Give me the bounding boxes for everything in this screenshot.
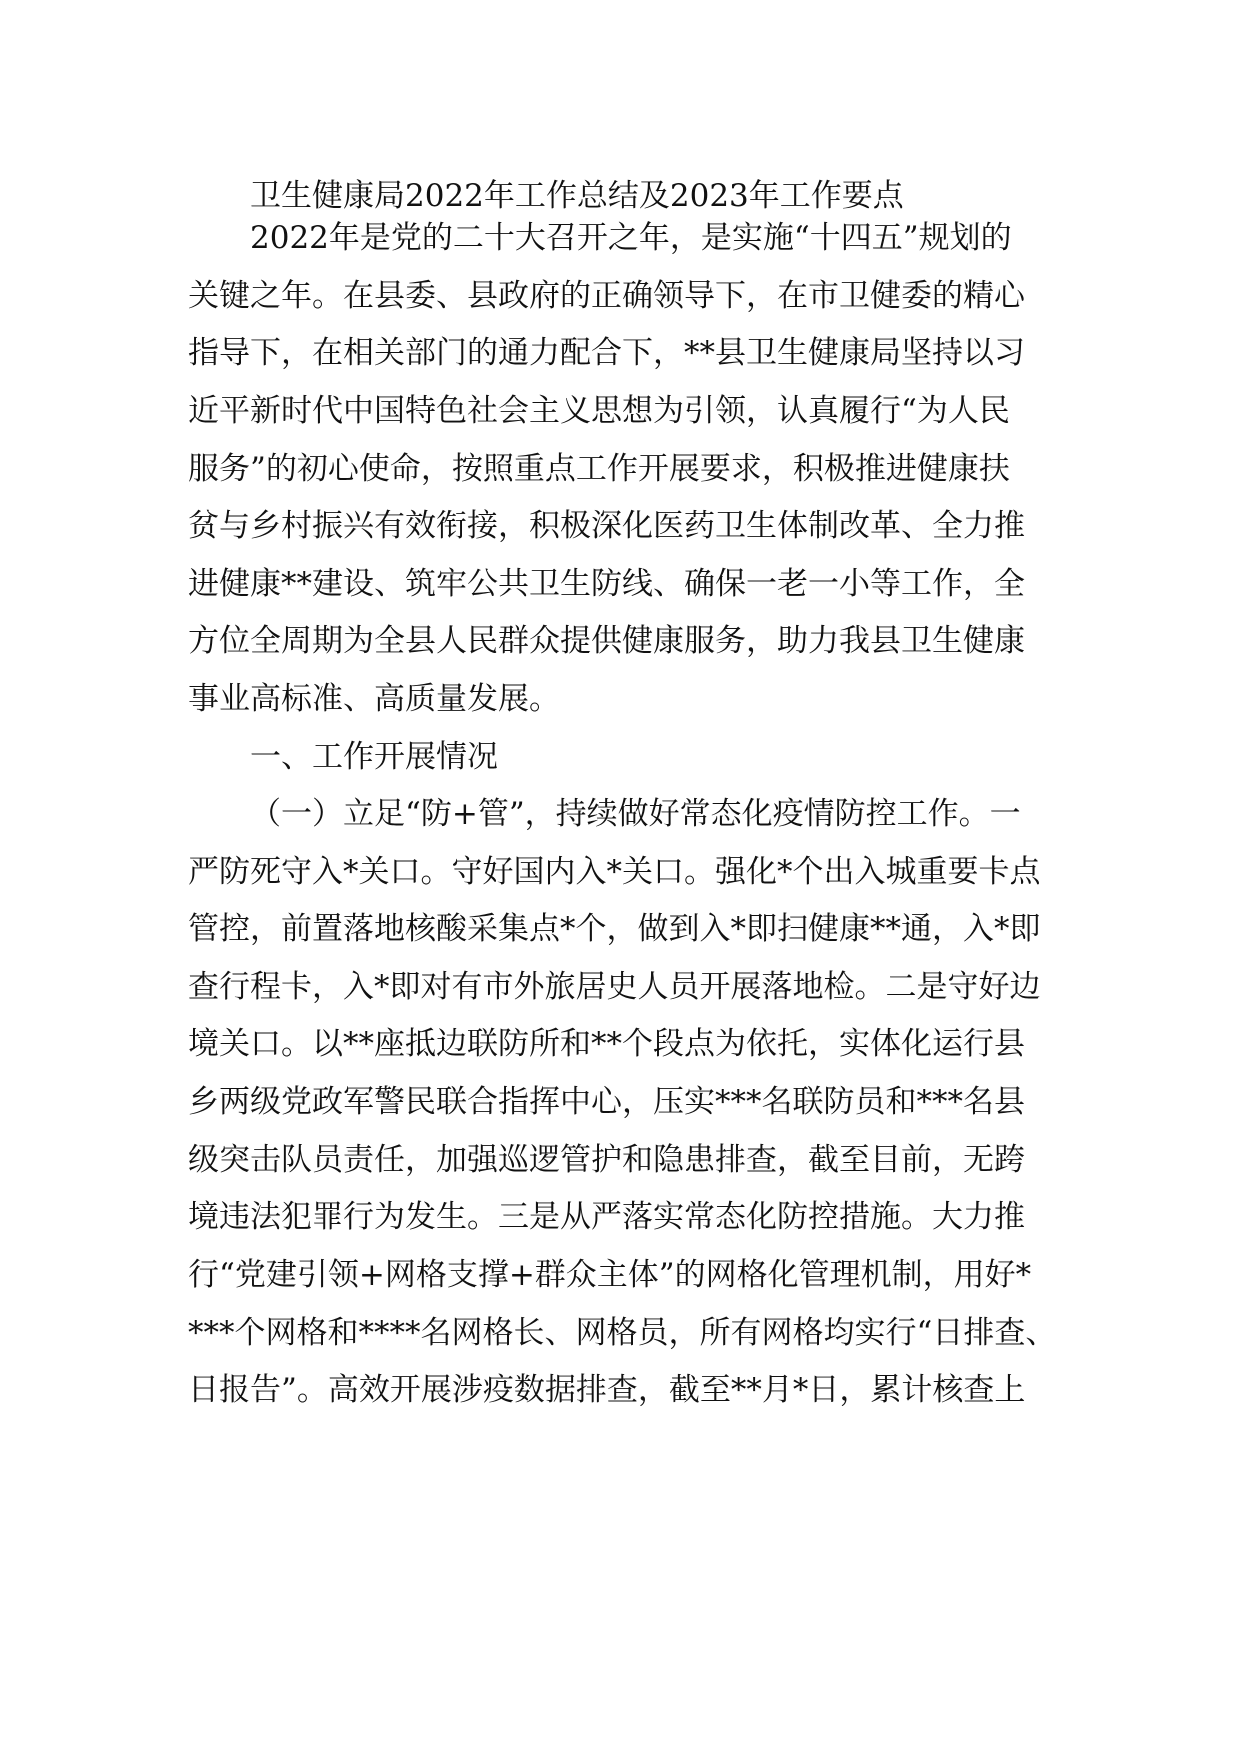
- paragraph-line: 境违法犯罪行为发生。三是从严落实常态化防控措施。大力推: [188, 1199, 1025, 1235]
- section-heading: 一、工作开展情况: [250, 739, 498, 775]
- paragraph-line: 关键之年。在县委、县政府的正确领导下，在市卫健委的精心: [188, 278, 1025, 314]
- paragraph-line: 管控，前置落地核酸采集点*个，做到入*即扫健康**通，入*即: [188, 911, 1041, 947]
- document-title: 卫生健康局2022年工作总结及2023年工作要点: [250, 178, 904, 214]
- paragraph-line: 方位全周期为全县人民群众提供健康服务，助力我县卫生健康: [188, 623, 1025, 659]
- paragraph-line: 进健康**建设、筑牢公共卫生防线、确保一老一小等工作，全: [188, 566, 1025, 602]
- paragraph-line: 近平新时代中国特色社会主义思想为引领，认真履行“为人民: [188, 393, 1010, 429]
- paragraph-line: 境关口。以**座抵边联防所和**个段点为依托，实体化运行县: [188, 1026, 1025, 1062]
- paragraph-line: 贫与乡村振兴有效衔接，积极深化医药卫生体制改革、全力推: [188, 508, 1025, 544]
- paragraph-line: ***个网格和****名网格长、网格员，所有网格均实行“日排查、: [188, 1315, 1057, 1351]
- paragraph-line: 指导下，在相关部门的通力配合下，**县卫生健康局坚持以习: [188, 335, 1025, 371]
- paragraph-line: 级突击队员责任，加强巡逻管护和隐患排查，截至目前，无跨: [188, 1142, 1025, 1178]
- paragraph-line: 事业高标准、高质量发展。: [188, 681, 560, 717]
- paragraph-line: 乡两级党政军警民联合指挥中心，压实***名联防员和***名县: [188, 1084, 1025, 1120]
- paragraph-line: 查行程卡，入*即对有市外旅居史人员开展落地检。二是守好边: [188, 969, 1041, 1005]
- paragraph-line: 服务”的初心使命，按照重点工作开展要求，积极推进健康扶: [188, 451, 1010, 487]
- paragraph-line: 2022年是党的二十大召开之年，是实施“十四五”规划的: [250, 220, 1012, 256]
- paragraph-line: 日报告”。高效开展涉疫数据排查，截至**月*日，累计核查上: [188, 1372, 1026, 1408]
- paragraph-line: 行“党建引领+网格支撑+群众主体”的网格化管理机制，用好*: [188, 1257, 1032, 1293]
- paragraph-line: （一）立足“防+管”，持续做好常态化疫情防控工作。一: [250, 796, 1021, 832]
- paragraph-line: 严防死守入*关口。守好国内入*关口。强化*个出入城重要卡点: [188, 854, 1041, 890]
